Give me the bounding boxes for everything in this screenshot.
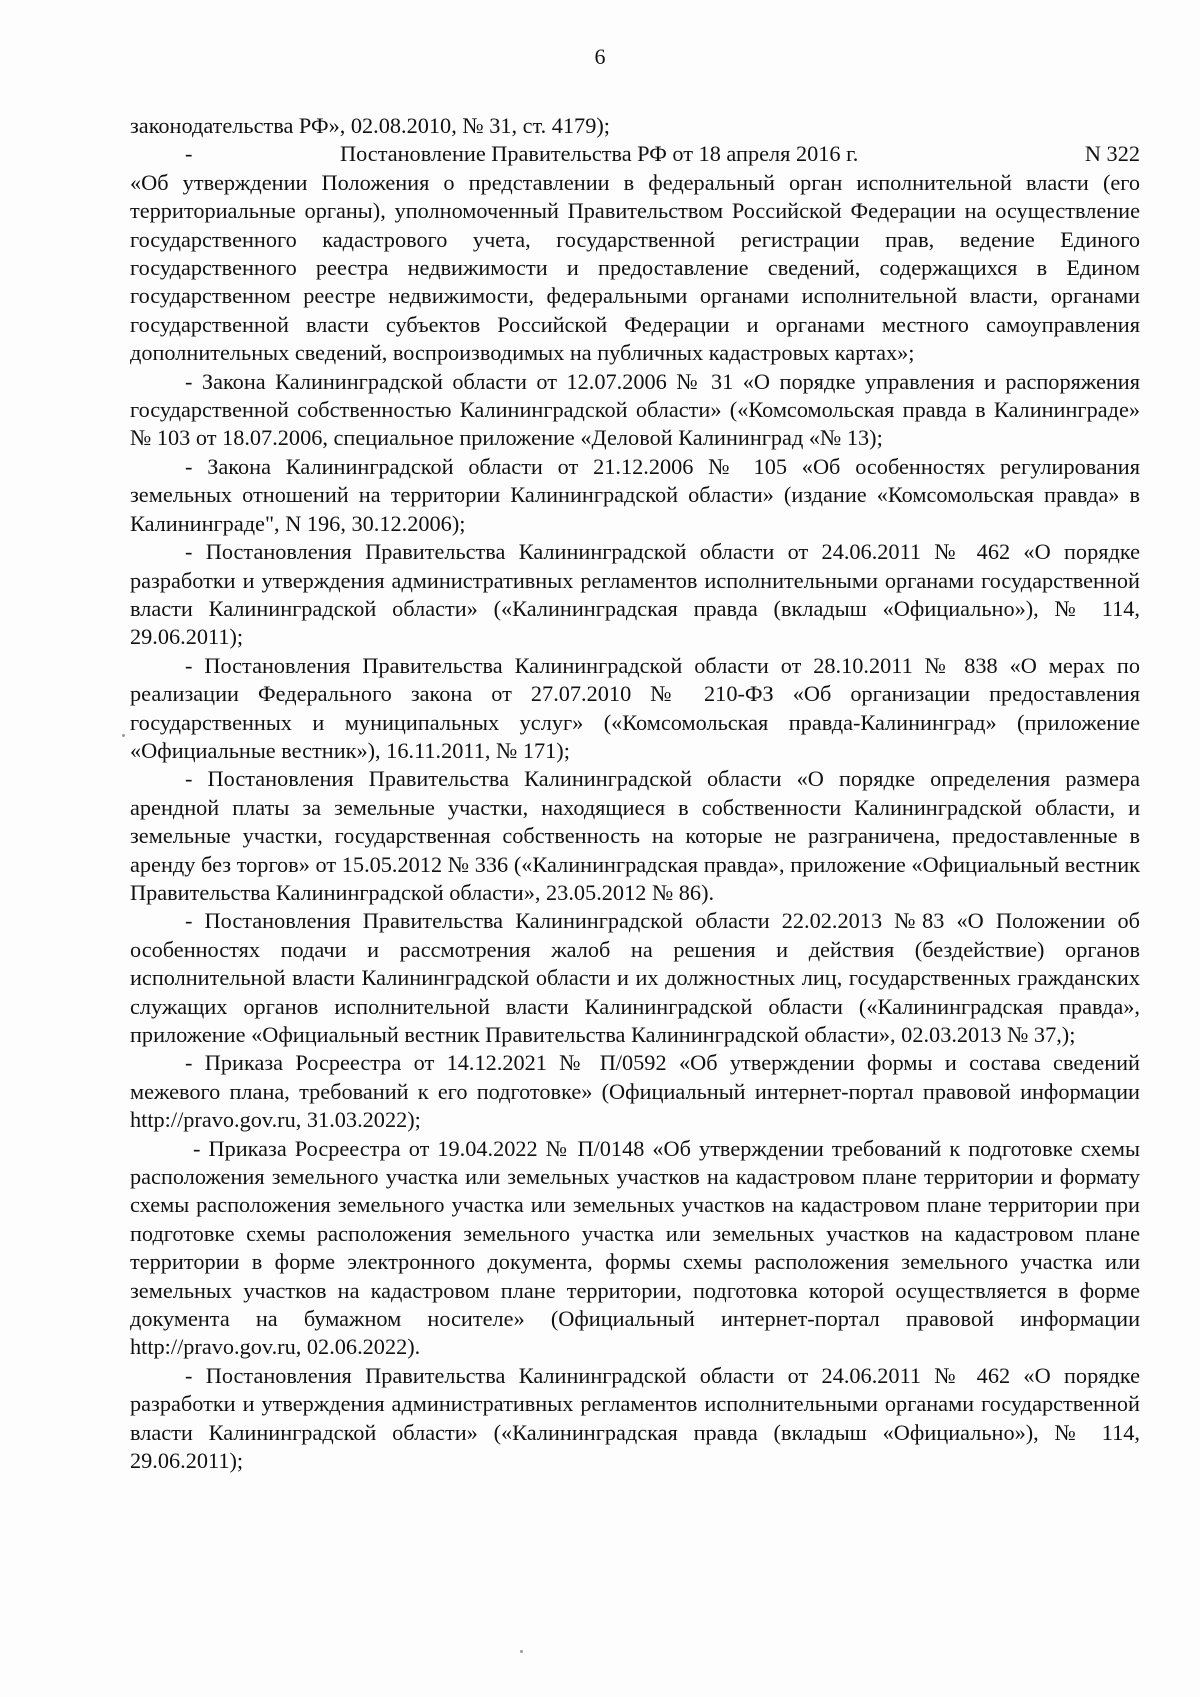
- paragraph-law-31: - Закона Калининградской области от 12.07.2006 № 31 «О порядке управления и распоряжения государственной собственностью Калининградской области» («Комсомольская правда в Калининграде» № 103 от 18.07.2006, специальное приложение «Деловой Калининград «№ 13);: [130, 368, 1140, 451]
- paragraph-resolution-83: - Постановления Правительства Калининградской области 22.02.2013 №83 «О Положении об особенностях подачи и рассмотрения жалоб на решения и действия (бездействие) органов исполнительной власти Калининградской области и их должностных лиц, государственных гражданских служащих органов исполнительной власти Калининградской области («Калининградская правда», приложение «Официальный вестник Правительства Калининградской области», 02.03.2013 № 37,);: [130, 908, 1140, 1047]
- paragraph-continuation: законодательства РФ», 02.08.2010, № 31, ст. 4179);: [130, 113, 610, 138]
- paragraph-resolution-462: - Постановления Правительства Калининградской области от 24.06.2011 № 462 «О порядке разработки и утверждения административных регламентов исполнительными органами государственной власти Калининградской области» («Калининградская правда (вкладыш «Официально»), № 114, 29.06.2011);: [130, 539, 1140, 650]
- scan-artifact: [520, 1650, 523, 1653]
- page-number: 6: [594, 44, 606, 69]
- resolution-number: N 322: [1084, 141, 1140, 167]
- paragraph-law-105: - Закона Калининградской области от 21.12.2006 № 105 «Об особенностях регулирования земельных отношений на территории Калининградской области» (издание «Комсомольская правда» в Калининграде", N 196, 30.12.2006);: [130, 453, 1140, 536]
- scan-artifact: [122, 734, 125, 737]
- resolution-title: Постановление Правительства РФ от 18 апреля 2016 г.: [340, 141, 859, 167]
- paragraph-order-p0148: - Приказа Росреестра от 19.04.2022 № П/0148 «Об утверждении требований к подготовке схемы расположения земельного участка или земельных участков на кадастровом плане территории и формату схемы расположения земельного участка или земельных участков на кадастровом плане территории при подготовке схемы расположения земельного участка или земельных участков на кадастровом плане территории в форме электронного документа, формы схемы расположения земельного участка или земельных участков на кадастровом плане территории, подготовка которой осуществляется в форме документа на бумажном носителе» (Официальный интернет-портал правовой информации http://pravo.gov.ru, 02.06.2022).: [130, 1135, 1140, 1360]
- paragraph-resolution-838: - Постановления Правительства Калининградской области от 28.10.2011 № 838 «О мерах по реализации Федерального закона от 27.07.2010 № 210-ФЗ «Об организации предоставления государственных и муниципальных услуг» («Комсомольская правда-Калининград» (приложение «Официальные вестник»), 16.11.2011, № 171);: [130, 652, 1140, 763]
- document-body: [130, 112, 1140, 1476]
- paragraph-resolution-462-repeat: - Постановления Правительства Калининградской области от 24.06.2011 № 462 «О порядке разработки и утверждения административных регламентов исполнительными органами государственной власти Калининградской области» («Калининградская правда (вкладыш «Официально»), № 114, 29.06.2011);: [130, 1362, 1140, 1474]
- paragraph-order-p0592: - Приказа Росреестра от 14.12.2021 № П/0592 «Об утверждении формы и состава сведений межевого плана, требований к его подготовке» (Официальный интернет-портал правовой информации http://pravo.gov.ru, 31.03.2022);: [130, 1050, 1140, 1133]
- list-dash: -: [185, 141, 193, 167]
- paragraph-resolution-336: - Постановления Правительства Калининградской области «О порядке определения размера арендной платы за земельные участки, находящиеся в собственности Калининградской области, и земельные участки, государственная собственность на которые не разграничена, предоставленные в аренду без торгов» от 15.05.2012 № 336 («Калининградская правда», приложение «Официальный вестник Правительства Калининградской области», 23.05.2012 № 86).: [130, 766, 1140, 905]
- paragraph-resolution-322: «Об утверждении Положения о представлении в федеральный орган исполнительной власти (его территориальные органы), уполномоченный Правительством Российской Федерации на осуществление государственного кадастрового учета, государственной регистрации прав, ведение Единого государственного реестра недвижимости и предоставление сведений, содержащихся в Едином государственном реестре недвижимости, федеральными органами исполнительной власти, органами государственной власти субъектов Российской Федерации и органами местного самоуправления дополнительных сведений, воспроизводимых на публичных кадастровых картах»;: [130, 169, 1140, 366]
- resolution-heading-line: [130, 140, 1140, 168]
